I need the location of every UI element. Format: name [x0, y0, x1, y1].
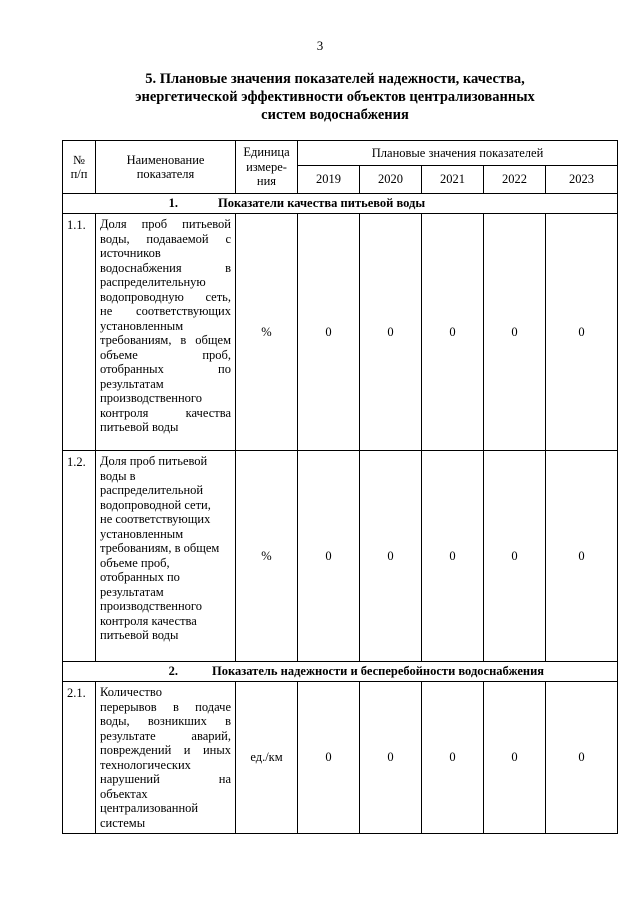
header-year: 2023 [546, 166, 618, 194]
value-cell: 0 [422, 682, 484, 834]
unit-cell: ед./км [236, 682, 298, 834]
value-cell: 0 [360, 451, 422, 662]
table-row [63, 214, 618, 451]
section-title: Показатели качества питьевой воды [218, 196, 426, 211]
value-cell: 0 [422, 214, 484, 451]
section-number: 2. [168, 664, 178, 679]
header-year: 2021 [422, 166, 484, 194]
title-line: энергетической эффективности объектов централизованных [135, 89, 535, 105]
unit-cell: % [236, 214, 298, 451]
section-heading [63, 662, 618, 682]
value-cell: 0 [298, 451, 360, 662]
title-line: 5. Плановые значения показателей надежности, качества, [145, 71, 525, 87]
row-number: 2.1. [63, 682, 96, 834]
value-cell: 0 [360, 214, 422, 451]
row-number: 1.2. [63, 451, 96, 662]
header-num: № п/п [63, 141, 96, 194]
section-number: 1. [168, 196, 178, 211]
indicators-table [62, 140, 618, 834]
indicator-name: Доля проб питьевой воды, подаваемой с источников водоснабжения в распределительную водопроводную сеть, не соответствующих установленным требованиям, в общем объеме проб, отобранных по результатам производственного контроля качества питьевой воды [96, 214, 236, 451]
indicator-name: Количество перерывов в подаче воды, возникших в результате аварий, повреждений и иных технологических нарушений на объектах централизованной системы [96, 682, 236, 834]
header-unit: Единица измере- ния [236, 141, 298, 194]
unit-cell: % [236, 451, 298, 662]
value-cell: 0 [484, 682, 546, 834]
header-planned-values: Плановые значения показателей [298, 141, 618, 166]
page-number: 3 [316, 38, 324, 53]
value-cell: 0 [360, 682, 422, 834]
value-cell: 0 [546, 682, 618, 834]
header-year: 2022 [484, 166, 546, 194]
value-cell: 0 [484, 451, 546, 662]
section-row [63, 194, 618, 214]
row-number: 1.1. [63, 214, 96, 451]
section-title: Показатель надежности и бесперебойности водоснабжения [212, 664, 545, 679]
section-heading [63, 194, 618, 214]
indicator-name: Доля проб питьевой воды в распределительной водопроводной сети, не соответствующих установленным требованиям, в общем объеме проб, отобранных по результатам производственного контроля качества питьевой воды [96, 451, 236, 662]
value-cell: 0 [422, 451, 484, 662]
header-name: Наименование показателя [96, 141, 236, 194]
value-cell: 0 [546, 451, 618, 662]
title-line: систем водоснабжения [261, 107, 409, 123]
value-cell: 0 [546, 214, 618, 451]
header-row-1 [63, 141, 618, 166]
table-row [63, 451, 618, 662]
value-cell: 0 [298, 214, 360, 451]
header-year: 2019 [298, 166, 360, 194]
table-row [63, 682, 618, 834]
document-title [100, 70, 570, 124]
header-year: 2020 [360, 166, 422, 194]
value-cell: 0 [484, 214, 546, 451]
section-row [63, 662, 618, 682]
value-cell: 0 [298, 682, 360, 834]
